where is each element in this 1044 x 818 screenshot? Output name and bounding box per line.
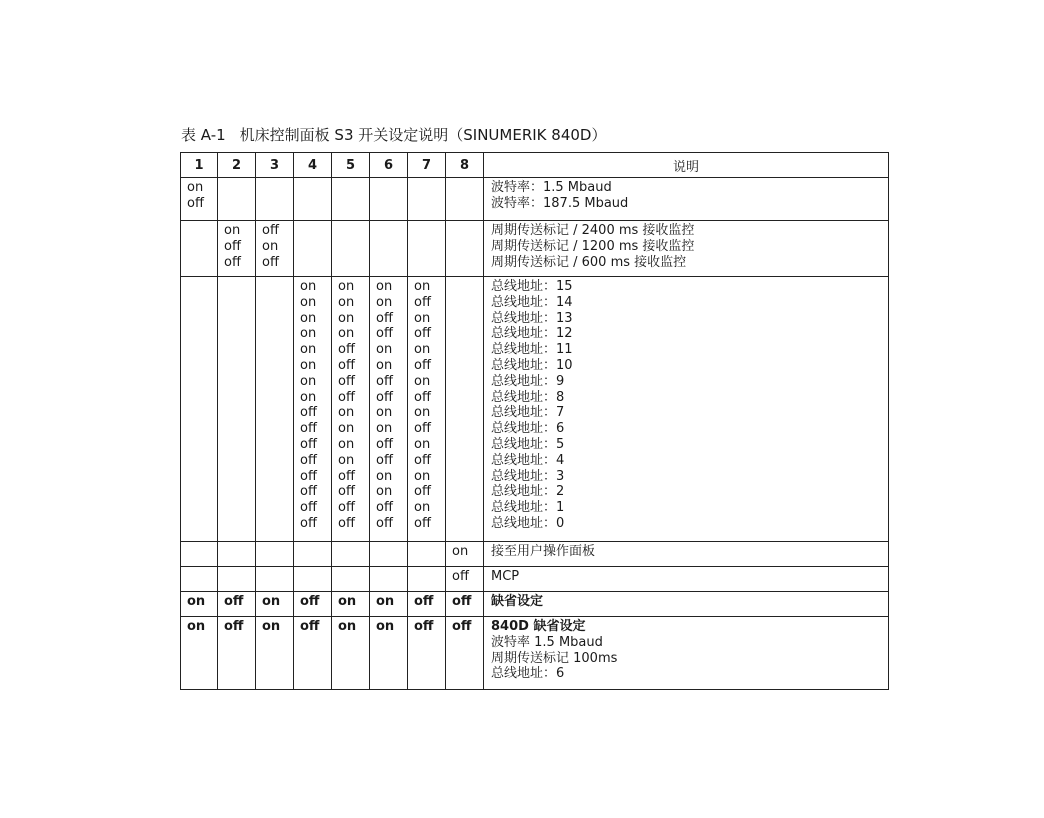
switch-3-cell	[256, 178, 294, 221]
description-line: 总线地址：4	[491, 452, 565, 468]
switch-state: off	[414, 515, 431, 531]
switch-state: off	[338, 515, 355, 531]
switch-state: off	[376, 373, 393, 389]
switch-state: off	[376, 452, 393, 468]
switch-state: off	[300, 468, 317, 484]
description-line: 总线地址：8	[491, 389, 565, 405]
switch-state: off	[187, 195, 204, 211]
description-line: 波特率 1.5 Mbaud	[491, 634, 603, 650]
switch-state: off	[376, 326, 393, 342]
switch-state: off	[414, 619, 434, 634]
switch-state: on	[300, 342, 317, 358]
switch-state: off	[338, 342, 355, 358]
switch-state: off	[376, 500, 393, 516]
switch-8-cell	[446, 542, 484, 567]
switch-state: on	[187, 594, 206, 609]
switch-7-cell	[408, 178, 446, 221]
switch-2-cell	[218, 542, 256, 567]
switch-7-cell	[408, 277, 446, 542]
header-row	[181, 153, 889, 178]
header-switch-7: 7	[408, 153, 446, 178]
description-line: 总线地址：3	[491, 468, 565, 484]
switch-state: off	[338, 373, 355, 389]
switch-state: on	[300, 326, 317, 342]
switch-4-cell	[294, 567, 332, 592]
switch-state: off	[414, 421, 431, 437]
table-row	[181, 592, 889, 617]
switch-1-cell	[181, 567, 218, 592]
switch-3-cell	[256, 617, 294, 690]
table-row	[181, 178, 889, 221]
switch-state: off	[376, 515, 393, 531]
switch-state: off	[376, 389, 393, 405]
switch-6-cell	[370, 178, 408, 221]
table-row	[181, 542, 889, 567]
switch-1-cell	[181, 542, 218, 567]
switch-state: on	[300, 279, 317, 294]
switch-state: on	[414, 373, 431, 389]
table-row	[181, 617, 889, 690]
switch-state: off	[300, 421, 317, 437]
switch-state: on	[414, 310, 431, 326]
switch-7-cell	[408, 567, 446, 592]
switch-state: off	[338, 484, 355, 500]
switch-state: on	[376, 342, 393, 358]
switch-state: on	[414, 405, 431, 421]
switch-state: off	[414, 594, 434, 609]
switch-state: off	[300, 515, 317, 531]
switch-state: on	[338, 405, 355, 421]
switch-state: off	[414, 294, 431, 310]
switch-state: on	[376, 405, 393, 421]
description-line: 总线地址：7	[491, 405, 565, 421]
switch-state: off	[262, 223, 279, 238]
switch-state: on	[224, 223, 241, 238]
switch-state: on	[338, 326, 355, 342]
switch-state: off	[262, 254, 279, 270]
switch-4-cell	[294, 542, 332, 567]
switch-5-cell	[332, 277, 370, 542]
description-line: 总线地址：11	[491, 342, 573, 358]
switch-state: off	[224, 619, 244, 634]
header-switch-6: 6	[370, 153, 408, 178]
switch-state: on	[338, 619, 357, 634]
switch-state: off	[414, 452, 431, 468]
switch-state: on	[338, 452, 355, 468]
description-cell	[484, 221, 889, 277]
description-line: 总线地址：6	[491, 421, 565, 437]
switch-3-cell	[256, 567, 294, 592]
switch-1-cell	[181, 178, 218, 221]
header-switch-2: 2	[218, 153, 256, 178]
description-line: 总线地址：12	[491, 326, 573, 342]
description-cell	[484, 277, 889, 542]
switch-state: off	[300, 500, 317, 516]
switch-7-cell	[408, 592, 446, 617]
switch-state: on	[187, 180, 204, 195]
switch-state: on	[452, 544, 469, 559]
description-line: 接至用户操作面板	[491, 544, 596, 559]
description-line: 周期传送标记 / 600 ms 接收监控	[491, 254, 687, 270]
table-label: 表 A-1	[181, 126, 226, 144]
switch-state: on	[376, 619, 395, 634]
description-line: 缺省设定	[491, 594, 544, 609]
switch-state: on	[338, 436, 355, 452]
switch-3-cell	[256, 592, 294, 617]
switch-8-cell	[446, 567, 484, 592]
description-line: 总线地址：5	[491, 436, 565, 452]
table-title: 机床控制面板 S3 开关设定说明（SINUMERIK 840D）	[239, 126, 607, 144]
switch-1-cell	[181, 592, 218, 617]
switch-state: off	[300, 594, 320, 609]
switch-6-cell	[370, 617, 408, 690]
description-cell	[484, 542, 889, 567]
switch-5-cell	[332, 542, 370, 567]
switch-state: off	[414, 389, 431, 405]
table-caption	[181, 124, 606, 145]
switch-state: on	[338, 294, 355, 310]
switch-8-cell	[446, 592, 484, 617]
description-cell	[484, 592, 889, 617]
switch-1-cell	[181, 617, 218, 690]
switch-state: off	[300, 484, 317, 500]
description-line: 840D 缺省设定	[491, 619, 586, 634]
switch-state: on	[376, 484, 393, 500]
switch-7-cell	[408, 221, 446, 277]
switch-2-cell	[218, 221, 256, 277]
header-description: 说明	[484, 153, 889, 178]
description-line: 总线地址：0	[491, 515, 565, 531]
switch-6-cell	[370, 567, 408, 592]
switch-8-cell	[446, 221, 484, 277]
description-line: 总线地址：15	[491, 279, 573, 294]
switch-6-cell	[370, 542, 408, 567]
switch-state: on	[414, 468, 431, 484]
switch-5-cell	[332, 178, 370, 221]
switch-settings-table	[180, 152, 889, 690]
header-switch-3: 3	[256, 153, 294, 178]
description-line: 波特率：1.5 Mbaud	[491, 180, 612, 195]
switch-state: off	[376, 436, 393, 452]
switch-state: on	[414, 342, 431, 358]
switch-state: on	[187, 619, 206, 634]
switch-5-cell	[332, 567, 370, 592]
switch-state: off	[414, 357, 431, 373]
table-row	[181, 221, 889, 277]
switch-state: on	[300, 389, 317, 405]
switch-state: off	[338, 389, 355, 405]
switch-4-cell	[294, 178, 332, 221]
switch-6-cell	[370, 592, 408, 617]
description-line: MCP	[491, 569, 520, 584]
switch-7-cell	[408, 617, 446, 690]
switch-state: on	[376, 594, 395, 609]
description-line: 周期传送标记 100ms	[491, 650, 618, 666]
switch-state: off	[338, 500, 355, 516]
header-switch-5: 5	[332, 153, 370, 178]
description-line: 周期传送标记 / 2400 ms 接收监控	[491, 223, 695, 238]
switch-7-cell	[408, 542, 446, 567]
switch-2-cell	[218, 567, 256, 592]
switch-state: off	[224, 238, 241, 254]
switch-state: on	[376, 421, 393, 437]
switch-state: on	[338, 421, 355, 437]
switch-state: on	[414, 279, 431, 294]
switch-state: on	[376, 279, 393, 294]
switch-4-cell	[294, 592, 332, 617]
switch-state: on	[414, 436, 431, 452]
switch-state: on	[300, 373, 317, 389]
description-cell	[484, 567, 889, 592]
switch-3-cell	[256, 542, 294, 567]
table-row	[181, 277, 889, 542]
switch-state: on	[300, 357, 317, 373]
switch-1-cell	[181, 221, 218, 277]
switch-state: on	[262, 594, 281, 609]
description-line: 总线地址：14	[491, 294, 573, 310]
switch-4-cell	[294, 221, 332, 277]
switch-state: off	[338, 468, 355, 484]
switch-8-cell	[446, 178, 484, 221]
switch-state: off	[300, 436, 317, 452]
switch-state: off	[452, 594, 472, 609]
switch-state: on	[300, 294, 317, 310]
switch-state: on	[376, 294, 393, 310]
description-line: 总线地址：9	[491, 373, 565, 389]
switch-state: off	[414, 484, 431, 500]
switch-state: off	[224, 594, 244, 609]
switch-5-cell	[332, 221, 370, 277]
switch-state: on	[338, 310, 355, 326]
switch-state: off	[452, 619, 472, 634]
description-line: 总线地址：10	[491, 357, 573, 373]
switch-4-cell	[294, 277, 332, 542]
header-switch-1: 1	[181, 153, 218, 178]
switch-6-cell	[370, 277, 408, 542]
description-line: 周期传送标记 / 1200 ms 接收监控	[491, 238, 695, 254]
switch-2-cell	[218, 617, 256, 690]
switch-state: on	[338, 594, 357, 609]
switch-state: on	[300, 310, 317, 326]
switch-2-cell	[218, 592, 256, 617]
switch-5-cell	[332, 592, 370, 617]
switch-state: off	[376, 310, 393, 326]
description-line: 总线地址：13	[491, 310, 573, 326]
header-switch-8: 8	[446, 153, 484, 178]
switch-state: off	[300, 619, 320, 634]
switch-state: on	[376, 357, 393, 373]
switch-state: off	[300, 452, 317, 468]
switch-state: off	[300, 405, 317, 421]
switch-6-cell	[370, 221, 408, 277]
switch-2-cell	[218, 277, 256, 542]
description-line: 波特率：187.5 Mbaud	[491, 195, 629, 211]
switch-state: off	[414, 326, 431, 342]
switch-state: on	[338, 279, 355, 294]
switch-8-cell	[446, 277, 484, 542]
switch-state: off	[224, 254, 241, 270]
switch-state: on	[262, 238, 279, 254]
table-body	[181, 178, 889, 690]
description-cell	[484, 178, 889, 221]
table-row	[181, 567, 889, 592]
description-line: 总线地址：6	[491, 666, 565, 682]
switch-8-cell	[446, 617, 484, 690]
switch-1-cell	[181, 277, 218, 542]
switch-state: on	[262, 619, 281, 634]
description-line: 总线地址：1	[491, 500, 565, 516]
switch-3-cell	[256, 221, 294, 277]
switch-state: off	[338, 357, 355, 373]
description-cell	[484, 617, 889, 690]
description-line: 总线地址：2	[491, 484, 565, 500]
switch-2-cell	[218, 178, 256, 221]
header-switch-4: 4	[294, 153, 332, 178]
switch-5-cell	[332, 617, 370, 690]
switch-4-cell	[294, 617, 332, 690]
switch-state: on	[414, 500, 431, 516]
switch-3-cell	[256, 277, 294, 542]
switch-state: on	[376, 468, 393, 484]
switch-state: off	[452, 569, 469, 584]
